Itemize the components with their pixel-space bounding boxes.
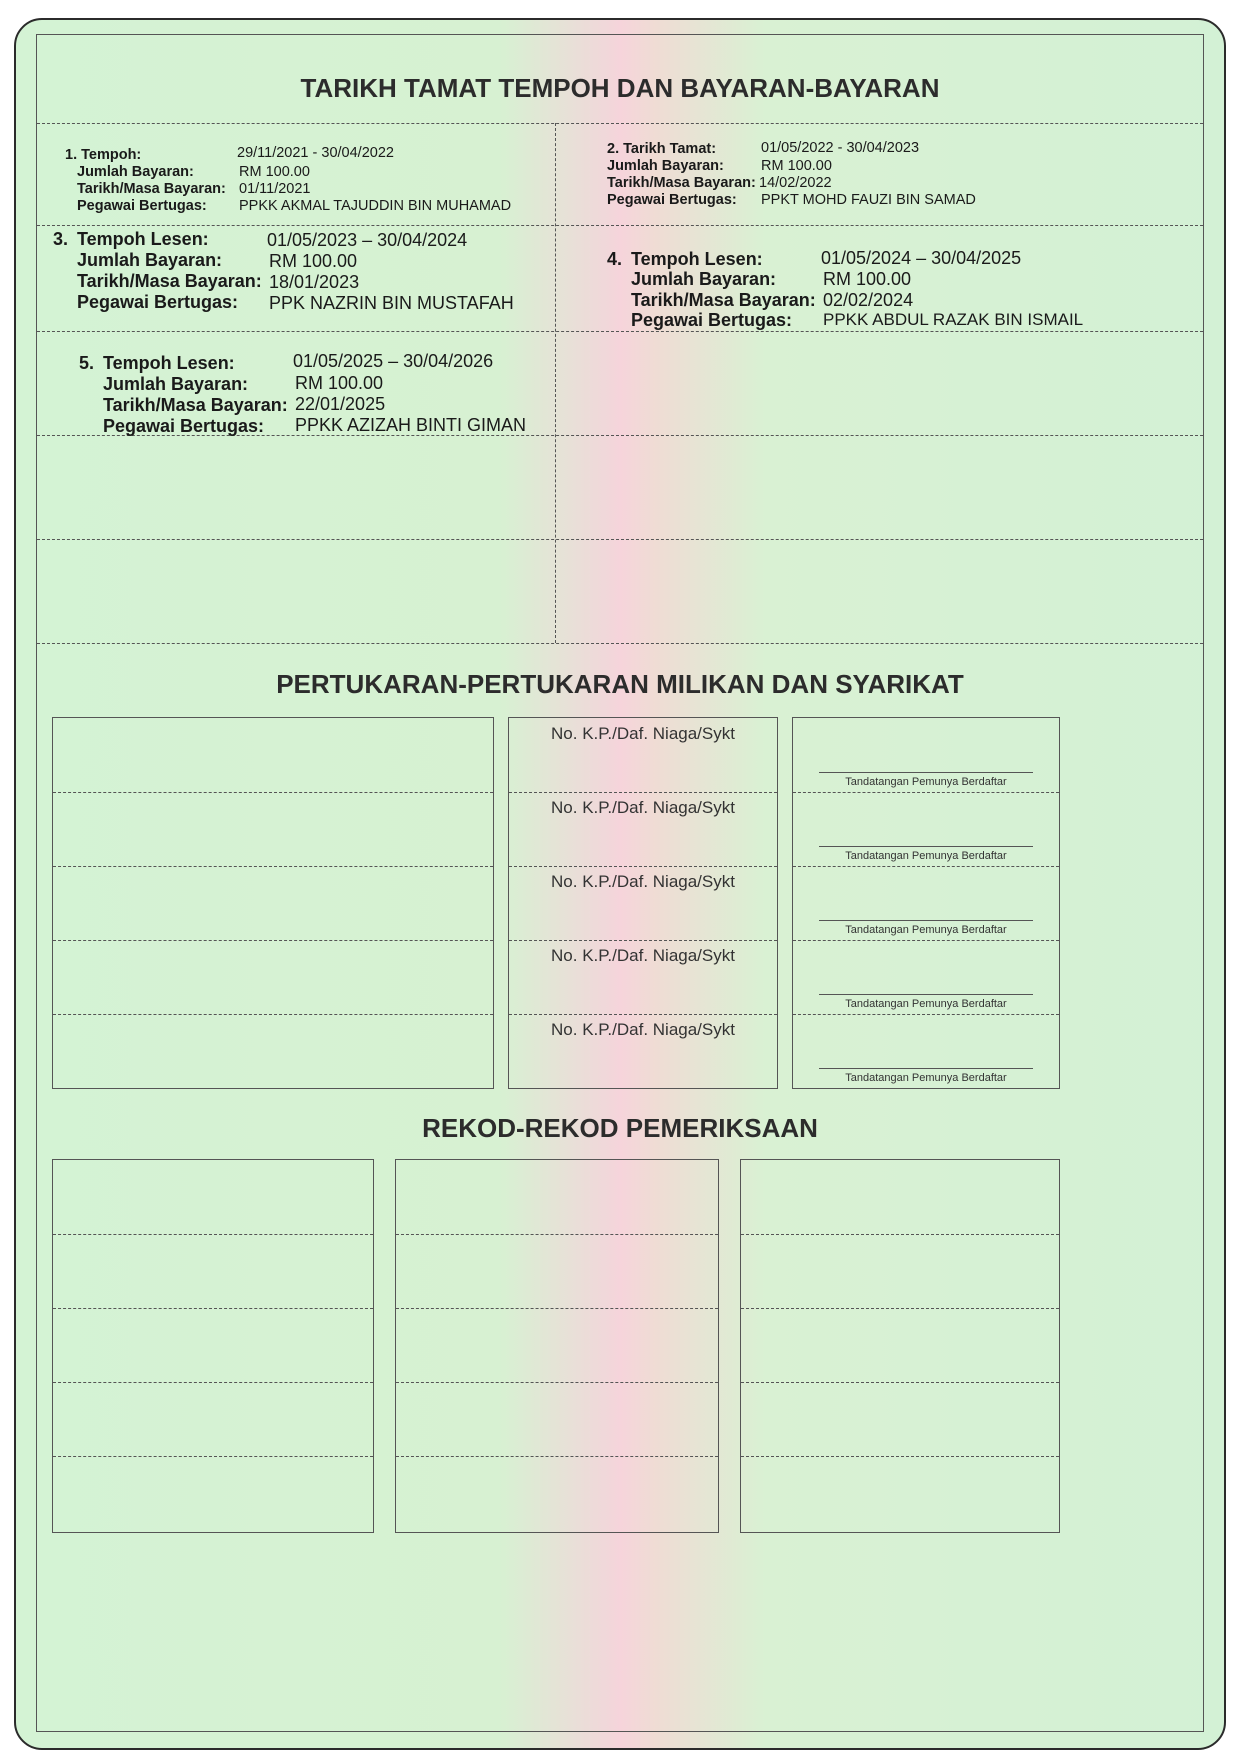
entry-amount: RM 100.00 [269, 251, 358, 271]
entry-amount: RM 100.00 [761, 158, 832, 174]
row-divider [37, 225, 1203, 226]
entry-period-label: 1. Tempoh: [65, 147, 142, 163]
entry-date: 02/02/2024 [823, 290, 914, 310]
row-divider [741, 1308, 1059, 1309]
signature-label: Tandatangan Pemunya Berdaftar [845, 776, 1007, 788]
entry-amount: RM 100.00 [823, 269, 912, 289]
entry-period: 01/05/2023 – 30/04/2024 [267, 230, 468, 250]
entry-amount: RM 100.00 [295, 373, 384, 393]
owner-id-column [508, 717, 778, 1089]
entry-date-label: Tarikh/Masa Bayaran: [77, 271, 262, 291]
license-card [14, 18, 1226, 1750]
signature-line [819, 846, 1033, 847]
divider [37, 123, 1203, 124]
entry-amount-label: Jumlah Bayaran: [103, 374, 249, 394]
inspection-heading: REKOD-REKOD PEMERIKSAAN [422, 1113, 818, 1143]
row-divider [509, 792, 777, 793]
entry-officer: PPKT MOHD FAUZI BIN SAMAD [761, 192, 976, 208]
id-label: No. K.P./Daf. Niaga/Sykt [551, 798, 735, 817]
id-label: No. K.P./Daf. Niaga/Sykt [551, 872, 735, 891]
row-divider [509, 1014, 777, 1015]
row-divider [53, 1382, 373, 1383]
row-divider [793, 792, 1059, 793]
row-divider [396, 1382, 718, 1383]
entry-period: 29/11/2021 - 30/04/2022 [237, 145, 394, 161]
signature-line [819, 772, 1033, 773]
row-divider [37, 539, 1203, 540]
row-divider [53, 866, 493, 867]
column-divider [555, 123, 556, 643]
entry-period: 01/05/2025 – 30/04/2026 [293, 351, 494, 371]
signature-label: Tandatangan Pemunya Berdaftar [845, 998, 1007, 1010]
entry-date: 14/02/2022 [759, 175, 832, 191]
entry-number: 5. [79, 353, 95, 373]
entry-amount-label: Jumlah Bayaran: [607, 158, 724, 174]
signature-line [819, 920, 1033, 921]
row-divider [53, 1308, 373, 1309]
entry-date-label: Tarikh/Masa Bayaran: [607, 175, 756, 191]
entry-officer-label: Pegawai Bertugas: [77, 292, 239, 312]
row-divider [793, 866, 1059, 867]
entry-period: 01/05/2024 – 30/04/2025 [821, 248, 1022, 268]
signature-label: Tandatangan Pemunya Berdaftar [845, 850, 1007, 862]
row-divider [37, 331, 1203, 332]
row-divider [509, 866, 777, 867]
entry-date-label: Tarikh/Masa Bayaran: [77, 181, 226, 197]
row-divider [793, 940, 1059, 941]
entry-date: 01/11/2021 [239, 181, 311, 197]
id-label: No. K.P./Daf. Niaga/Sykt [551, 946, 735, 965]
entry-period-label: Tempoh Lesen: [77, 229, 209, 249]
row-divider [37, 643, 1203, 644]
row-divider [53, 792, 493, 793]
entry-officer-label: Pegawai Bertugas: [631, 310, 793, 330]
row-divider [53, 1456, 373, 1457]
signature-line [819, 994, 1033, 995]
signature-label: Tandatangan Pemunya Berdaftar [845, 924, 1007, 936]
row-divider [793, 1014, 1059, 1015]
row-divider [53, 1014, 493, 1015]
entry-amount-label: Jumlah Bayaran: [631, 269, 777, 289]
entry-date: 22/01/2025 [295, 394, 386, 414]
owner-name-column [52, 717, 494, 1089]
entry-officer: PPKK AKMAL TAJUDDIN BIN MUHAMAD [239, 198, 512, 214]
entry-number: 4. [607, 249, 623, 269]
entry-period-label: Tempoh Lesen: [103, 353, 235, 373]
inspection-column-1 [52, 1159, 374, 1533]
entry-period-label: 2. Tarikh Tamat: [607, 141, 717, 157]
row-divider [396, 1234, 718, 1235]
entry-officer-label: Pegawai Bertugas: [607, 192, 737, 208]
entry-officer: PPKK ABDUL RAZAK BIN ISMAIL [823, 310, 1084, 329]
inspection-column-2 [395, 1159, 719, 1533]
inspection-column-3 [740, 1159, 1060, 1533]
row-divider [509, 940, 777, 941]
entry-officer-label: Pegawai Bertugas: [77, 198, 207, 214]
row-divider [396, 1456, 718, 1457]
id-label: No. K.P./Daf. Niaga/Sykt [551, 724, 735, 743]
entry-period: 01/05/2022 - 30/04/2023 [761, 140, 920, 156]
entry-amount-label: Jumlah Bayaran: [77, 250, 223, 270]
row-divider [53, 1234, 373, 1235]
row-divider [396, 1308, 718, 1309]
entry-amount-label: Jumlah Bayaran: [77, 164, 194, 180]
entry-period-label: Tempoh Lesen: [631, 249, 763, 269]
row-divider [741, 1456, 1059, 1457]
entry-officer: PPK NAZRIN BIN MUSTAFAH [269, 293, 514, 313]
id-label: No. K.P./Daf. Niaga/Sykt [551, 1020, 735, 1039]
signature-line [819, 1068, 1033, 1069]
row-divider [741, 1234, 1059, 1235]
entry-officer: PPKK AZIZAH BINTI GIMAN [295, 415, 527, 435]
expiry-heading: TARIKH TAMAT TEMPOH DAN BAYARAN-BAYARAN [300, 73, 940, 103]
entry-amount: RM 100.00 [239, 164, 310, 180]
entry-number: 3. [53, 229, 69, 249]
entry-date: 18/01/2023 [269, 272, 360, 292]
entry-date-label: Tarikh/Masa Bayaran: [631, 290, 816, 310]
row-divider [53, 940, 493, 941]
owner-signature-column [792, 717, 1060, 1089]
signature-label: Tandatangan Pemunya Berdaftar [845, 1072, 1007, 1084]
entry-officer-label: Pegawai Bertugas: [103, 416, 265, 436]
card-inner-frame [36, 34, 1204, 1732]
row-divider [741, 1382, 1059, 1383]
ownership-heading: PERTUKARAN-PERTUKARAN MILIKAN DAN SYARIKAT [276, 669, 964, 699]
entry-date-label: Tarikh/Masa Bayaran: [103, 395, 288, 415]
